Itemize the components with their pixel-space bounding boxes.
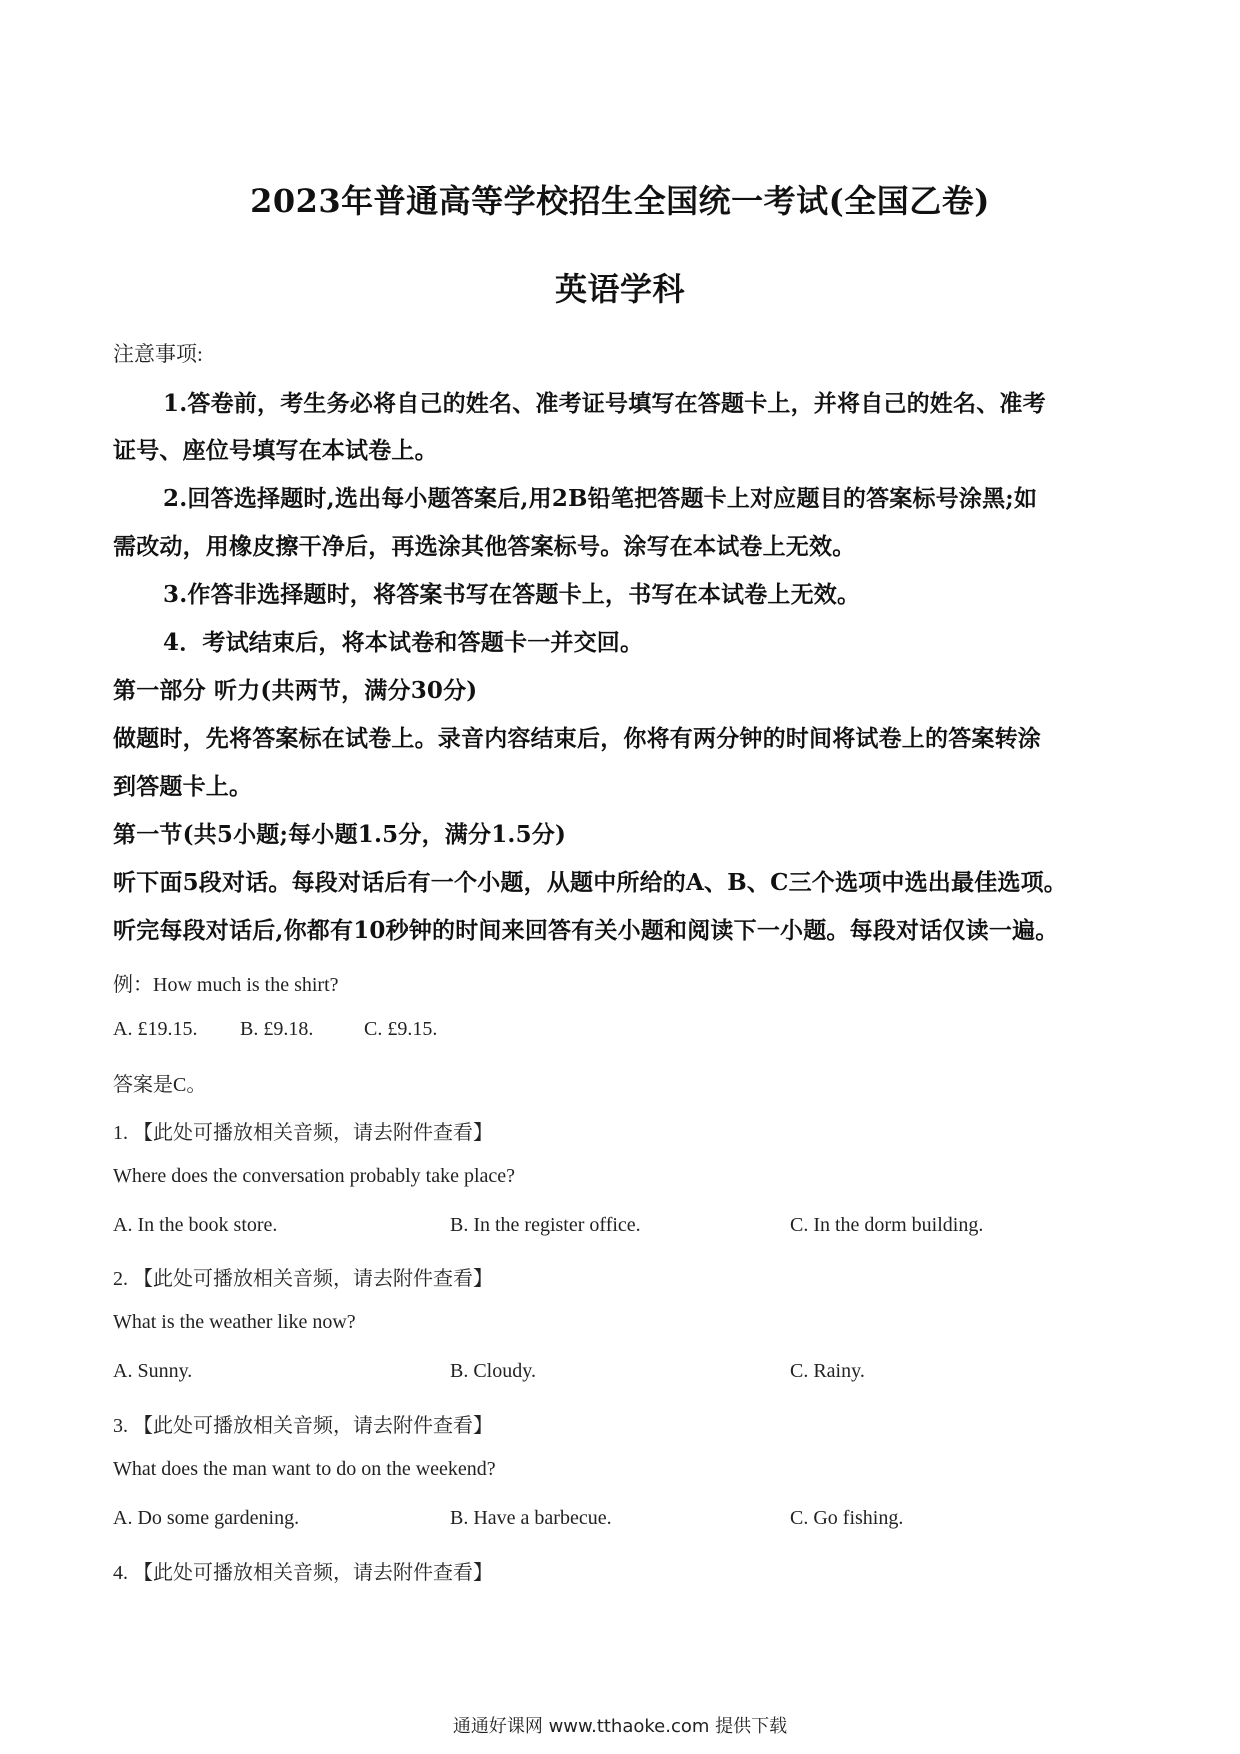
- question-1-option-c: C. In the dorm building.: [790, 1214, 984, 1236]
- question-2-audio: 2. 【此处可播放相关音频，请去附件查看】: [113, 1268, 493, 1290]
- exam-title: 2023年普通高等学校招生全国统一考试(全国乙卷): [250, 182, 990, 220]
- notice-heading: 注意事项:: [113, 342, 203, 366]
- section1-instruction: 听下面5段对话。每段对话后有一个小题，从题中所给的A、B、C三个选项中选出最佳选项。: [113, 869, 1067, 896]
- question-3-audio: 3. 【此处可播放相关音频，请去附件查看】: [113, 1415, 493, 1437]
- example-answer: 答案是C。: [113, 1074, 207, 1096]
- question-1-audio: 1. 【此处可播放相关音频，请去附件查看】: [113, 1122, 493, 1144]
- section1-instruction-cont: 听完每段对话后,你都有10秒钟的时间来回答有关小题和阅读下一小题。每段对话仅读一遍。: [113, 917, 1059, 944]
- question-2-text: What is the weather like now?: [113, 1311, 356, 1333]
- question-2-option-a: A. Sunny.: [113, 1360, 193, 1382]
- part1-heading: 第一部分 听力(共两节，满分30分): [113, 677, 478, 704]
- notice-item-2: 2.回答选择题时,选出每小题答案后,用2B铅笔把答题卡上对应题目的答案标号涂黑;如: [163, 485, 1038, 512]
- question-3-option-c: C. Go fishing.: [790, 1507, 904, 1529]
- notice-item-1: 1.答卷前，考生务必将自己的姓名、准考证号填写在答题卡上，并将自己的姓名、准考: [163, 390, 1046, 417]
- notice-item-3: 3.作答非选择题时，将答案书写在答题卡上，书写在本试卷上无效。: [163, 581, 861, 608]
- question-2-option-b: B. Cloudy.: [450, 1360, 536, 1382]
- question-1-option-b: B. In the register office.: [450, 1214, 641, 1236]
- section1-heading: 第一节(共5小题;每小题1.5分，满分1.5分): [113, 821, 567, 848]
- question-1-option-a: A. In the book store.: [113, 1214, 278, 1236]
- notice-item-1-cont: 证号、座位号填写在本试卷上。: [113, 437, 438, 464]
- page-footer: 通通好课网 www.tthaoke.com 提供下载: [452, 1716, 788, 1737]
- question-3-option-b: B. Have a barbecue.: [450, 1507, 612, 1529]
- notice-item-2-cont: 需改动，用橡皮擦干净后，再选涂其他答案标号。涂写在本试卷上无效。: [113, 533, 856, 560]
- example-option-b: B. £9.18.: [240, 1018, 314, 1040]
- question-2-option-c: C. Rainy.: [790, 1360, 865, 1382]
- example-option-c: C. £9.15.: [364, 1018, 438, 1040]
- example-option-a: A. £19.15.: [113, 1018, 198, 1040]
- question-3-option-a: A. Do some gardening.: [113, 1507, 300, 1529]
- exam-subject: 英语学科: [554, 270, 685, 308]
- part1-instruction: 做题时，先将答案标在试卷上。录音内容结束后，你将有两分钟的时间将试卷上的答案转涂: [113, 725, 1041, 752]
- question-4-audio: 4. 【此处可播放相关音频，请去附件查看】: [113, 1562, 493, 1584]
- question-1-text: Where does the conversation probably take place?: [113, 1165, 516, 1187]
- example-question: 例：How much is the shirt?: [113, 974, 339, 996]
- notice-item-4: 4．考试结束后，将本试卷和答题卡一并交回。: [163, 629, 644, 656]
- question-3-text: What does the man want to do on the weekend?: [113, 1458, 496, 1480]
- part1-instruction-cont: 到答题卡上。: [113, 773, 253, 800]
